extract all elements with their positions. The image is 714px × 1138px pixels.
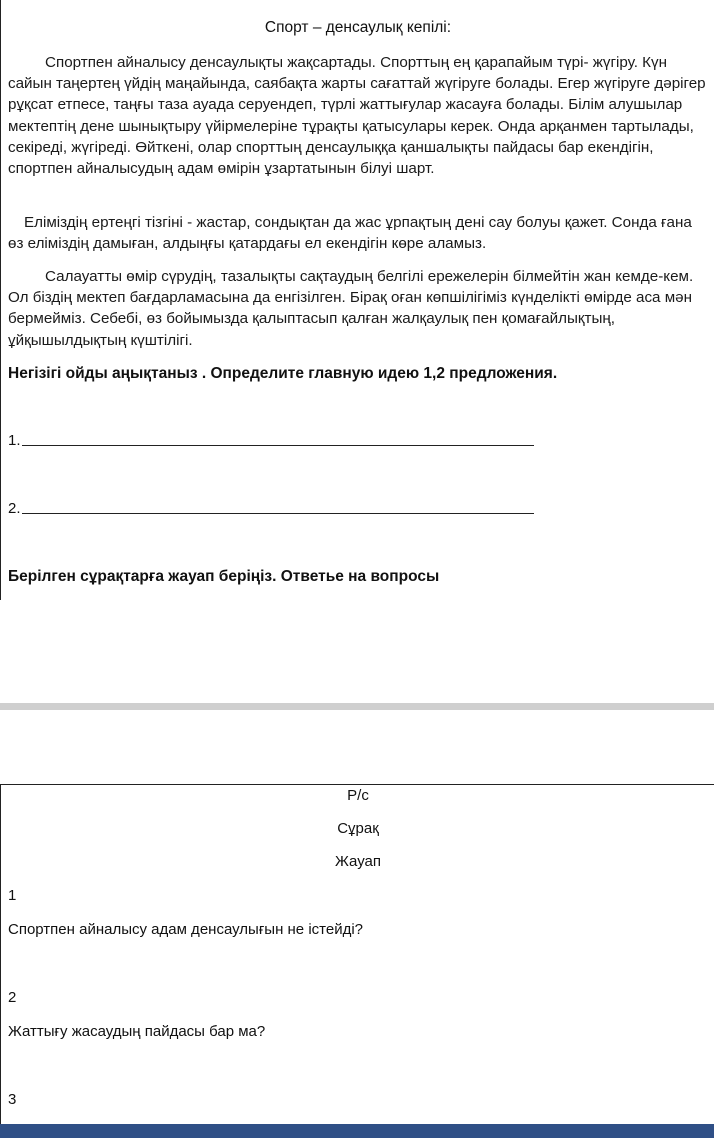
- answer-line-number: 2.: [8, 500, 21, 517]
- row-2-number: 2: [8, 989, 17, 1006]
- task-main-idea: Негізігі ойды аңықтаныз . Определите главную идею 1,2 предложения.: [8, 365, 558, 382]
- answer-line-number: 1.: [8, 432, 21, 449]
- paragraph-3: Салауатты өмір сүрудің, тазалықты сақтаудың белгілі ережелерін білмейтін жан кемде-кем. Ол біздің мектеп бағдарламасына да енгізілген. Бірақ оған көпшілігіміз күнделікті өмірде аса мән бермейміз. Себебі, өз бойымызда қалыптасып қалған жалқаулық пен қомағайлықтың, ұйқышылдықтың күштілігі.: [8, 268, 694, 349]
- bottom-bar: [0, 1124, 714, 1138]
- paragraph-2: Еліміздің ертеңгі тізгіні - жастар, сондықтан да жас ұрпақтың дені сау болуы қажет. Сонда ғана өз еліміздің дамыған, алдыңғы қатардағы ел екендігін көре аламыз.: [8, 214, 692, 253]
- answer-line-1: [8, 432, 538, 452]
- row-3-number: 3: [8, 1091, 17, 1108]
- row-1-number: 1: [8, 887, 17, 904]
- document-title: Спорт – денсаулық кепілі:: [264, 19, 452, 36]
- answer-underline: [22, 513, 534, 514]
- row-1-question: Спортпен айналысу адам денсаулығын не істейді?: [8, 921, 363, 938]
- row-2-question: Жаттығу жасаудың пайдасы бар ма?: [8, 1023, 266, 1040]
- answer-underline: [22, 445, 534, 446]
- paragraph-1: Спортпен айналысу денсаулықты жақсартады. Спорттың ең қарапайым түрі- жүгіру. Күн сайын таңертең үйдің маңайында, саябақта жарты сағаттай жүгіруге болады. Егер жүгіруге дәрігер рұқсат етпесе, таңғы таза ауада серуендеп, түрлі жаттығулар жасауға болады. Білім алушылар мектептің дене шынықтыру үйірмелеріне тұрақты қатысулары керек. Онда арқанмен тартылады, секіреді, жүгіреді. Өйткені, олар спорттың денсаулыққа қаншалықты пайдасы бар екендігін, спортпен айналысудың адам өмірін ұзартатынын білуі шарт.: [8, 54, 706, 178]
- table-header-question: Сұрақ: [337, 820, 379, 837]
- table-header-number: Р/с: [347, 787, 369, 804]
- task-answer-questions: Берілген сұрақтарға жауап беріңіз. Ответье на вопросы: [8, 568, 440, 585]
- table-header-answer: Жауап: [335, 853, 381, 870]
- question-table: [0, 784, 714, 1125]
- answer-line-2: [8, 500, 538, 520]
- page-separator: [0, 703, 714, 710]
